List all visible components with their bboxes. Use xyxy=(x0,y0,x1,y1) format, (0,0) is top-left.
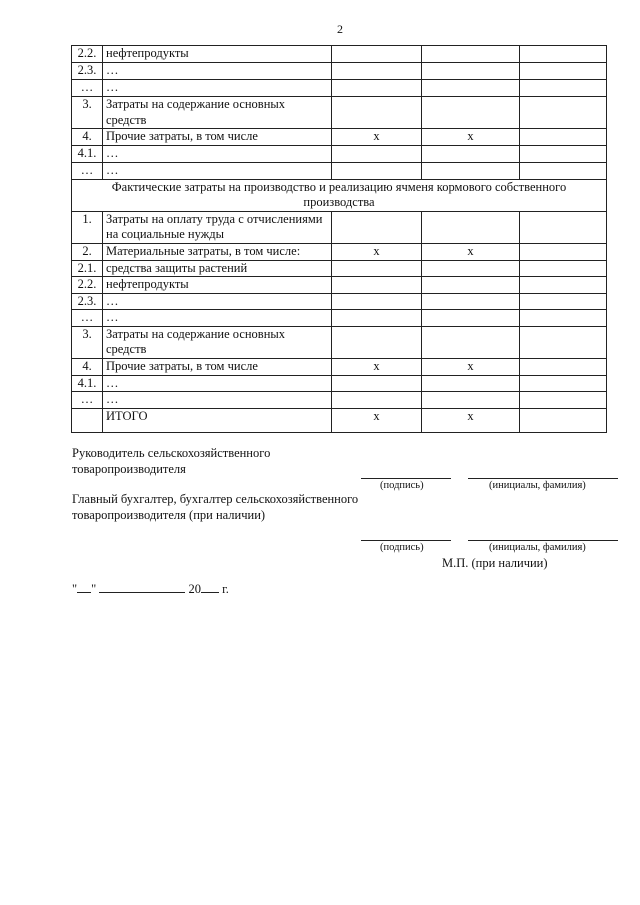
table-row xyxy=(72,310,607,327)
row-label-cell: … xyxy=(103,392,332,409)
value-cell-3[interactable] xyxy=(520,358,607,375)
value-cell-2[interactable] xyxy=(422,46,520,63)
row-label-cell: … xyxy=(103,163,332,180)
row-number-cell: 2.1. xyxy=(72,260,103,277)
stamp-place: М.П. (при наличии) xyxy=(442,556,548,570)
row-label-cell: … xyxy=(103,146,332,163)
row-number-cell: 2.2. xyxy=(72,46,103,63)
value-cell-1[interactable]: x xyxy=(332,243,422,260)
accountant-name-line[interactable] xyxy=(468,540,618,541)
head-name-line[interactable] xyxy=(468,478,618,479)
value-cell-3[interactable] xyxy=(520,326,607,358)
value-cell-2[interactable] xyxy=(422,293,520,310)
date-day-field[interactable] xyxy=(77,580,91,593)
value-cell-2[interactable] xyxy=(422,326,520,358)
value-cell-1[interactable] xyxy=(332,326,422,358)
table-row xyxy=(72,146,607,163)
value-cell-1[interactable] xyxy=(332,277,422,294)
row-number-cell: 3. xyxy=(72,326,103,358)
row-label-cell: Затраты на содержание основных средств xyxy=(103,97,332,129)
value-cell-1[interactable] xyxy=(332,293,422,310)
value-cell-3[interactable] xyxy=(520,63,607,80)
row-number-cell: 1. xyxy=(72,211,103,243)
value-cell-2[interactable] xyxy=(422,260,520,277)
value-cell-2[interactable] xyxy=(422,163,520,180)
row-number-cell: 2.2. xyxy=(72,277,103,294)
row-label-cell: средства защиты растений xyxy=(103,260,332,277)
row-number-cell: 2. xyxy=(72,243,103,260)
value-cell-2[interactable] xyxy=(422,277,520,294)
row-label-cell: … xyxy=(103,63,332,80)
value-cell-3[interactable] xyxy=(520,129,607,146)
head-signature-line[interactable] xyxy=(361,478,451,479)
value-cell-2[interactable] xyxy=(422,146,520,163)
value-cell-2[interactable]: x xyxy=(422,243,520,260)
value-cell-3[interactable] xyxy=(520,163,607,180)
row-number-cell: 4. xyxy=(72,358,103,375)
table-row xyxy=(72,163,607,180)
date-close-quote: " xyxy=(91,582,97,596)
expense-table-lower-rows xyxy=(72,211,607,432)
date-open-quote: " xyxy=(72,582,78,596)
row-label-cell: Затраты на содержание основных средств xyxy=(103,326,332,358)
value-cell-1[interactable] xyxy=(332,146,422,163)
value-cell-1[interactable]: x xyxy=(332,408,422,432)
page-number: 2 xyxy=(337,22,343,36)
value-cell-3[interactable] xyxy=(520,97,607,129)
row-label-cell: … xyxy=(103,80,332,97)
table-row xyxy=(72,358,607,375)
value-cell-1[interactable]: x xyxy=(332,358,422,375)
row-number-cell: … xyxy=(72,392,103,409)
row-label-cell: нефтепродукты xyxy=(103,46,332,63)
expense-table-upper-rows xyxy=(72,46,607,180)
row-number-cell: 2.3. xyxy=(72,63,103,80)
accountant-signature-caption: (подпись) xyxy=(380,542,424,553)
section-header-row xyxy=(72,179,607,211)
value-cell-3[interactable] xyxy=(520,277,607,294)
value-cell-3[interactable] xyxy=(520,146,607,163)
expense-table xyxy=(71,45,607,433)
row-number-cell: 4. xyxy=(72,129,103,146)
value-cell-3[interactable] xyxy=(520,46,607,63)
value-cell-2[interactable] xyxy=(422,375,520,392)
table-row xyxy=(72,80,607,97)
value-cell-2[interactable] xyxy=(422,97,520,129)
head-signature-label: Руководитель сельскохозяйственного товаропроизводителя xyxy=(72,446,271,476)
date-year-prefix: 20 xyxy=(188,582,201,596)
value-cell-2[interactable]: x xyxy=(422,129,520,146)
date-year-field[interactable] xyxy=(201,580,219,593)
accountant-signature-line[interactable] xyxy=(361,540,451,541)
row-number-cell: 3. xyxy=(72,97,103,129)
row-label-cell: … xyxy=(103,375,332,392)
value-cell-2[interactable] xyxy=(422,310,520,327)
value-cell-1[interactable] xyxy=(332,211,422,243)
row-label-cell: Материальные затраты, в том числе: xyxy=(103,243,332,260)
value-cell-1[interactable] xyxy=(332,375,422,392)
accountant-name-caption: (инициалы, фамилия) xyxy=(489,542,586,553)
row-label-cell: ИТОГО xyxy=(103,408,332,432)
value-cell-3[interactable] xyxy=(520,293,607,310)
table-row xyxy=(72,408,607,432)
row-number-cell: … xyxy=(72,310,103,327)
table-row xyxy=(72,392,607,409)
date-year-suffix: г. xyxy=(222,582,229,596)
value-cell-2[interactable] xyxy=(422,211,520,243)
value-cell-2[interactable] xyxy=(422,63,520,80)
row-number-cell: 2.3. xyxy=(72,293,103,310)
value-cell-1[interactable] xyxy=(332,63,422,80)
value-cell-2[interactable]: x xyxy=(422,358,520,375)
value-cell-1[interactable]: x xyxy=(332,129,422,146)
value-cell-2[interactable]: x xyxy=(422,408,520,432)
row-number-cell xyxy=(72,408,103,432)
table-row xyxy=(72,243,607,260)
row-label-cell: … xyxy=(103,310,332,327)
value-cell-3[interactable] xyxy=(520,243,607,260)
value-cell-3[interactable] xyxy=(520,211,607,243)
value-cell-2[interactable] xyxy=(422,80,520,97)
value-cell-3[interactable] xyxy=(520,392,607,409)
value-cell-1[interactable] xyxy=(332,310,422,327)
row-label-cell: Затраты на оплату труда с отчислениями на социальные нужды xyxy=(103,211,332,243)
value-cell-3[interactable] xyxy=(520,260,607,277)
date-line xyxy=(72,580,229,597)
row-number-cell: 4.1. xyxy=(72,146,103,163)
row-number-cell: 4.1. xyxy=(72,375,103,392)
table-row xyxy=(72,63,607,80)
row-number-cell: … xyxy=(72,163,103,180)
row-label-cell: нефтепродукты xyxy=(103,277,332,294)
table-row xyxy=(72,97,607,129)
table-row xyxy=(72,375,607,392)
table-row xyxy=(72,326,607,358)
value-cell-1[interactable] xyxy=(332,46,422,63)
head-signature-caption: (подпись) xyxy=(380,480,424,491)
row-label-cell: Прочие затраты, в том числе xyxy=(103,358,332,375)
accountant-signature-label: Главный бухгалтер, бухгалтер сельскохозяйственного товаропроизводителя (при наличии) xyxy=(72,492,359,522)
row-number-cell: … xyxy=(72,80,103,97)
row-label-cell: Прочие затраты, в том числе xyxy=(103,129,332,146)
date-month-field[interactable] xyxy=(99,580,185,593)
table-row xyxy=(72,277,607,294)
table-row xyxy=(72,293,607,310)
value-cell-1[interactable] xyxy=(332,80,422,97)
value-cell-1[interactable] xyxy=(332,163,422,180)
value-cell-1[interactable] xyxy=(332,97,422,129)
table-row xyxy=(72,260,607,277)
head-name-caption: (инициалы, фамилия) xyxy=(489,480,586,491)
value-cell-2[interactable] xyxy=(422,392,520,409)
section-title: Фактические затраты на производство и реализацию ячменя кормового собственного производства xyxy=(72,179,607,211)
expense-table-section xyxy=(72,179,607,211)
value-cell-3[interactable] xyxy=(520,408,607,432)
table-row xyxy=(72,129,607,146)
table-row xyxy=(72,46,607,63)
row-label-cell: … xyxy=(103,293,332,310)
value-cell-1[interactable] xyxy=(332,392,422,409)
value-cell-1[interactable] xyxy=(332,260,422,277)
table-row xyxy=(72,211,607,243)
value-cell-3[interactable] xyxy=(520,310,607,327)
value-cell-3[interactable] xyxy=(520,80,607,97)
value-cell-3[interactable] xyxy=(520,375,607,392)
